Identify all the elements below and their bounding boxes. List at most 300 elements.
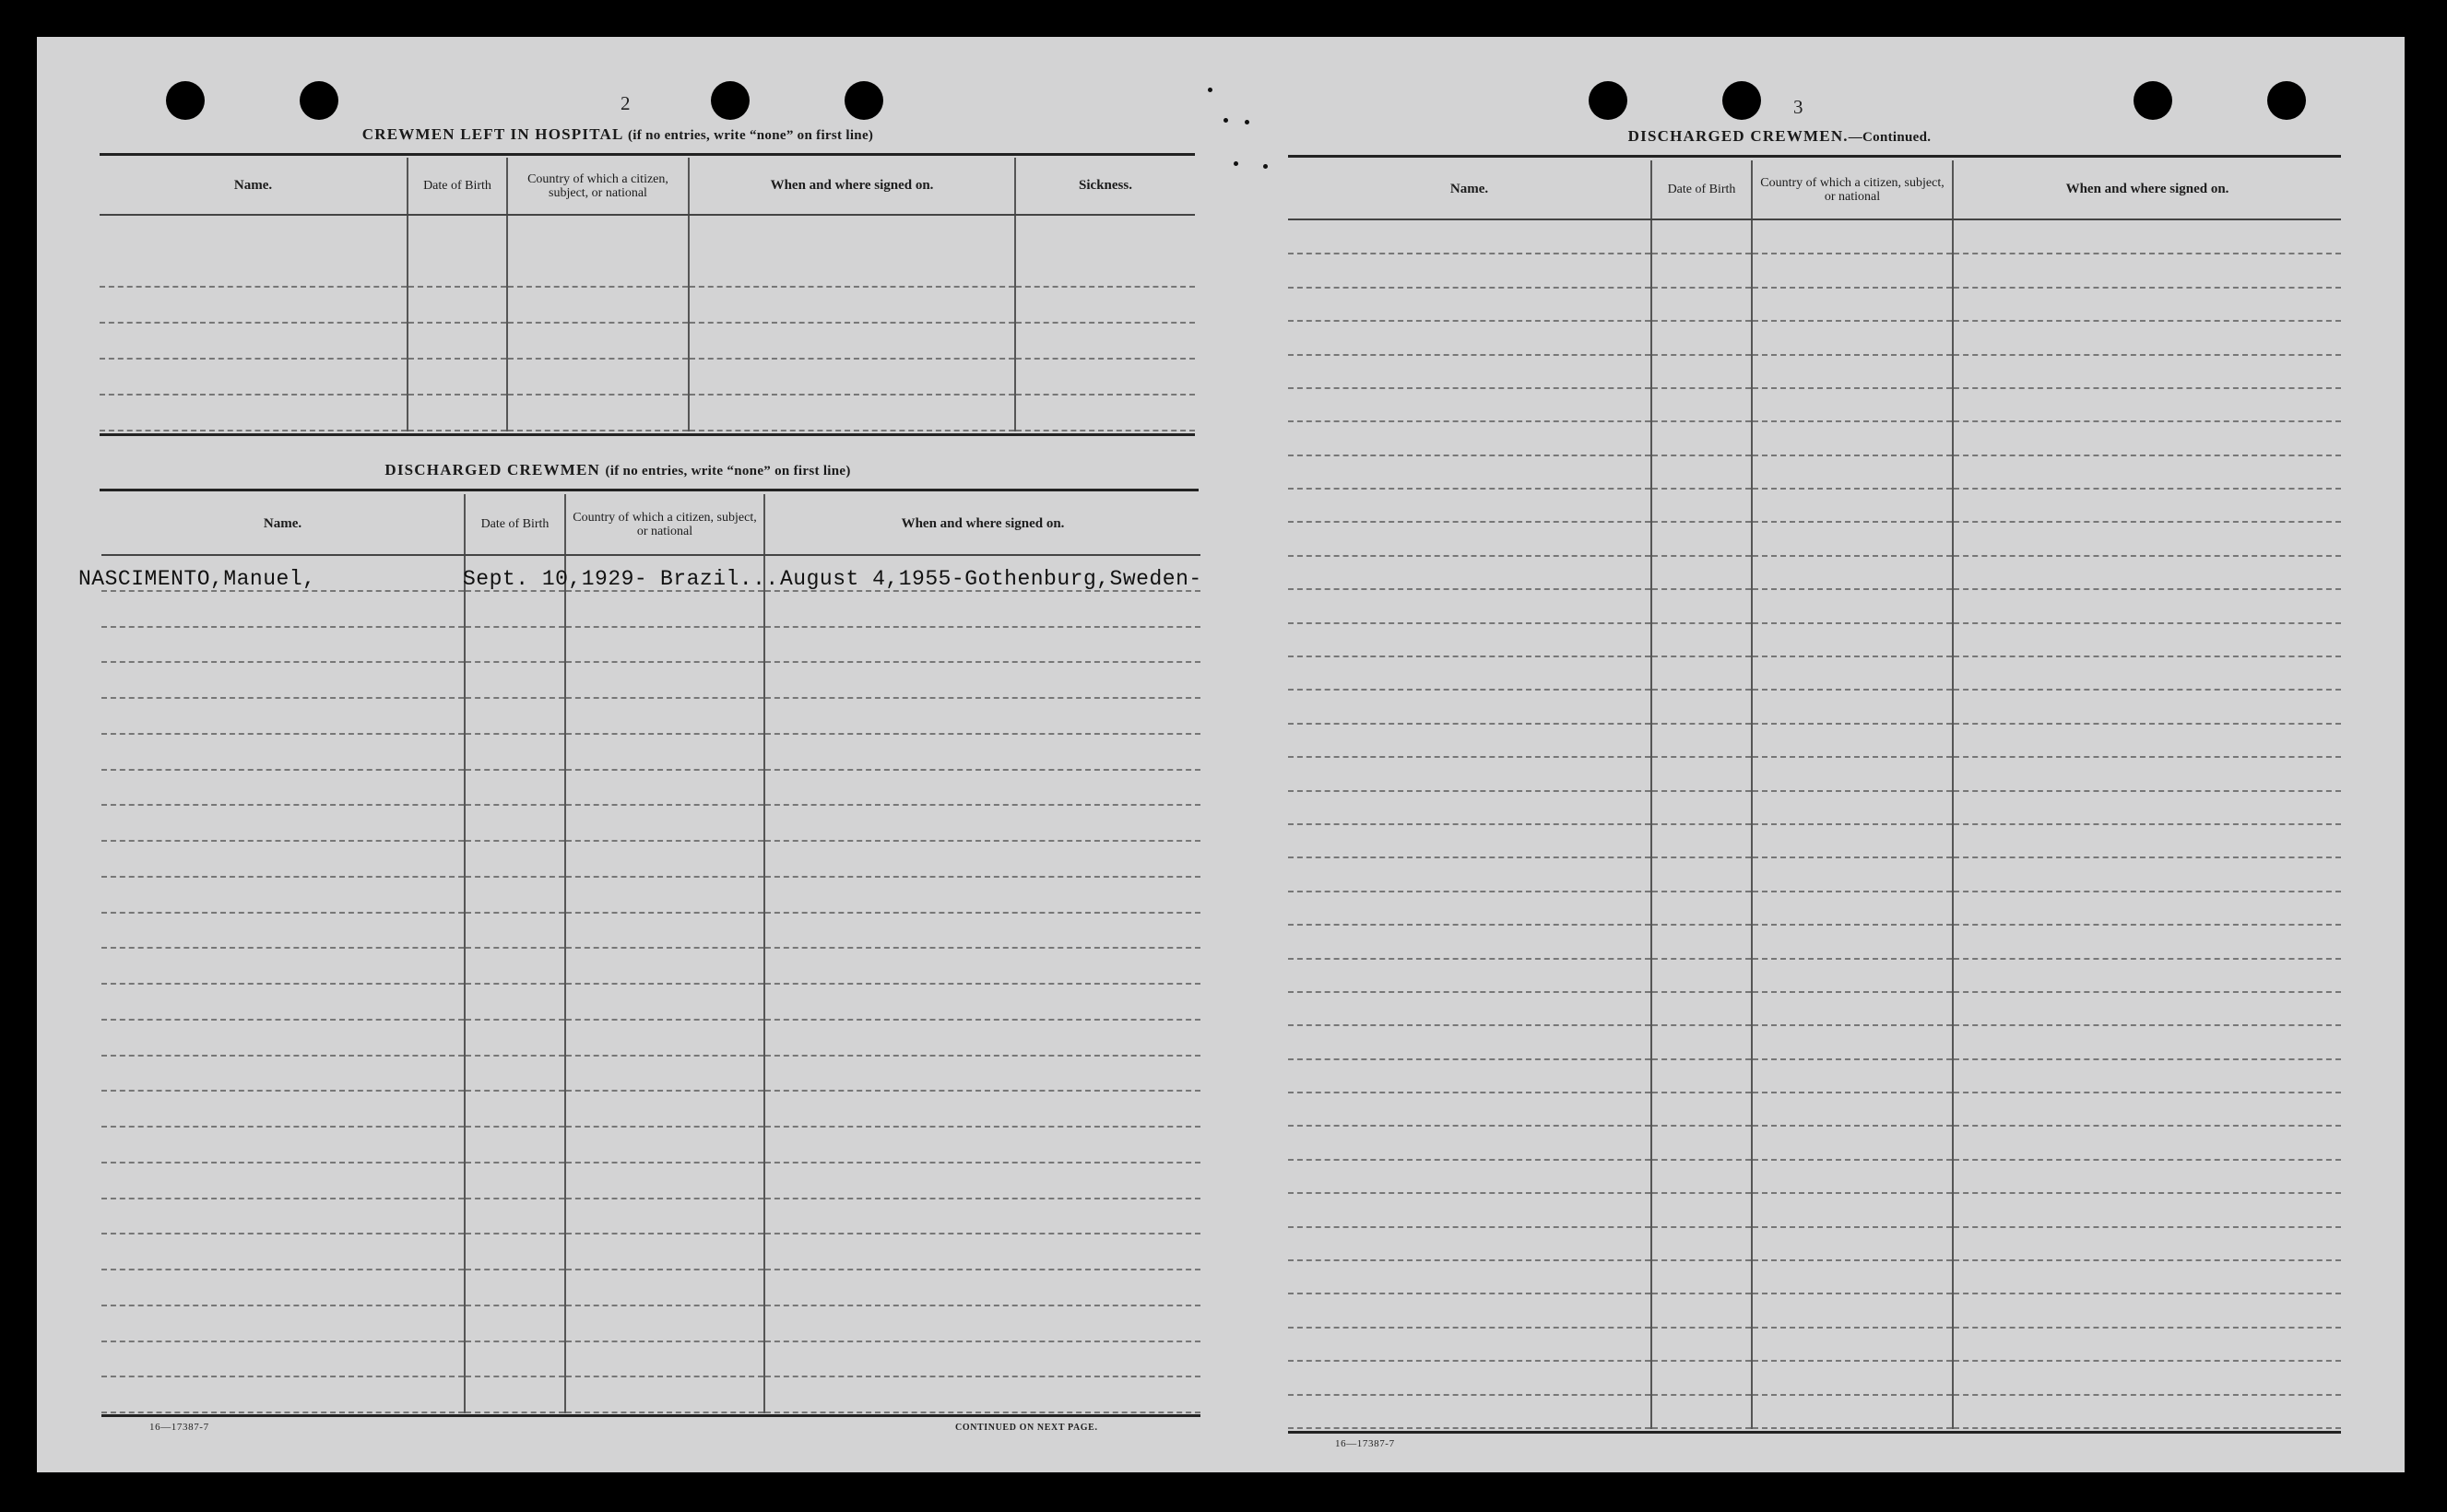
right-bottom-rule	[1288, 1431, 2341, 1434]
table-cell	[1953, 1260, 2341, 1293]
table-cell	[1953, 1395, 2341, 1428]
table-cell	[1752, 1227, 1953, 1260]
table-cell	[1752, 388, 1953, 421]
col-header-signed-on: When and where signed on.	[689, 158, 1015, 215]
table-cell	[1953, 992, 2341, 1025]
table-cell	[1953, 757, 2341, 790]
table-cell	[1288, 1059, 1651, 1093]
table-cell	[764, 770, 1200, 806]
table-cell	[1651, 355, 1752, 388]
punch-hole	[1589, 81, 1627, 120]
scan-speck	[1224, 118, 1228, 123]
table-cell	[1651, 321, 1752, 354]
col-header-name: Name.	[1288, 160, 1651, 219]
table-cell	[764, 662, 1200, 698]
table-cell	[565, 1127, 764, 1163]
table-cell	[764, 1091, 1200, 1127]
table-cell	[1752, 1059, 1953, 1093]
table-cell	[1953, 724, 2341, 757]
table-cell	[1288, 321, 1651, 354]
table-cell	[1288, 1328, 1651, 1361]
table-row	[1288, 1227, 2341, 1260]
table-cell	[1953, 321, 2341, 354]
table-cell	[1288, 925, 1651, 958]
table-cell	[1953, 589, 2341, 622]
table-cell	[1752, 1093, 1953, 1126]
table-row	[101, 805, 1200, 841]
table-cell	[1953, 1093, 2341, 1126]
table-cell	[1953, 288, 2341, 321]
entry-country: Brazil...	[660, 567, 779, 591]
table-cell	[1288, 556, 1651, 589]
table-cell	[101, 591, 465, 627]
hospital-table	[100, 158, 1195, 431]
table-cell	[1651, 1395, 1752, 1428]
table-cell	[1752, 522, 1953, 555]
table-row	[1288, 455, 2341, 489]
table-cell	[1953, 219, 2341, 254]
table-row	[1288, 1328, 2341, 1361]
table-cell	[1288, 1361, 1651, 1394]
col-header-signed-on: When and where signed on.	[1953, 160, 2341, 219]
table-cell	[1953, 556, 2341, 589]
table-cell	[1288, 1193, 1651, 1226]
table-cell	[1752, 288, 1953, 321]
table-cell	[565, 1270, 764, 1305]
table-cell	[1953, 623, 2341, 656]
table-cell	[1953, 522, 2341, 555]
table-row	[1288, 489, 2341, 522]
punch-hole	[2267, 81, 2306, 120]
table-row	[101, 1127, 1200, 1163]
table-row	[1288, 421, 2341, 455]
table-cell	[1651, 892, 1752, 925]
table-cell	[1752, 724, 1953, 757]
col-header-name: Name.	[101, 494, 465, 555]
table-row	[1288, 1193, 2341, 1226]
table-cell	[465, 1091, 565, 1127]
col-header-sickness: Sickness.	[1015, 158, 1195, 215]
table-cell	[1651, 857, 1752, 891]
table-cell	[1651, 421, 1752, 455]
table-row	[1288, 1126, 2341, 1159]
table-row	[101, 1305, 1200, 1341]
table-cell	[1288, 219, 1651, 254]
col-header-country: Country of which a citizen, subject, or national	[565, 494, 764, 555]
table-cell	[465, 984, 565, 1020]
table-cell	[1953, 857, 2341, 891]
table-cell	[1651, 1260, 1752, 1293]
table-cell	[465, 948, 565, 984]
table-cell	[1288, 724, 1651, 757]
table-cell	[101, 1234, 465, 1270]
discharged-table	[101, 494, 1200, 1413]
hospital-bottom-rule	[100, 433, 1195, 436]
table-cell	[1651, 556, 1752, 589]
table-cell	[1651, 959, 1752, 992]
table-cell	[101, 1376, 465, 1412]
table-cell	[1953, 791, 2341, 824]
table-cell	[1752, 1361, 1953, 1394]
table-cell	[465, 734, 565, 770]
table-row	[101, 948, 1200, 984]
table-cell	[465, 1270, 565, 1305]
discharged-note: (if no entries, write “none” on first line)	[605, 464, 851, 478]
table-row	[1288, 892, 2341, 925]
table-cell	[1288, 254, 1651, 287]
table-cell	[1651, 589, 1752, 622]
table-cell	[465, 1234, 565, 1270]
right-page	[1263, 37, 2405, 1472]
table-cell	[1288, 355, 1651, 388]
table-cell	[565, 984, 764, 1020]
table-cell	[1752, 1193, 1953, 1226]
table-cell	[465, 770, 565, 806]
table-cell	[1288, 1395, 1651, 1428]
table-cell	[1752, 1025, 1953, 1058]
table-cell	[565, 1091, 764, 1127]
table-row	[101, 913, 1200, 949]
table-cell	[101, 662, 465, 698]
scan-speck	[1208, 88, 1212, 92]
table-cell	[1752, 489, 1953, 522]
hospital-title: CREWMEN LEFT IN HOSPITAL	[361, 125, 623, 143]
table-row	[100, 395, 1195, 431]
table-cell	[1288, 288, 1651, 321]
table-cell	[1752, 992, 1953, 1025]
continued-suffix: —Continued.	[1848, 130, 1932, 145]
table-cell	[101, 1127, 465, 1163]
table-cell	[465, 1127, 565, 1163]
punch-hole	[1722, 81, 1761, 120]
table-cell	[1953, 1126, 2341, 1159]
table-row	[1288, 355, 2341, 388]
table-cell	[1651, 1126, 1752, 1159]
table-cell	[1752, 321, 1953, 354]
table-row	[1288, 1395, 2341, 1428]
table-row	[1288, 321, 2341, 354]
table-cell	[101, 627, 465, 663]
table-cell	[1752, 589, 1953, 622]
table-cell	[1651, 1093, 1752, 1126]
table-row	[101, 1199, 1200, 1234]
table-row	[101, 1091, 1200, 1127]
table-cell	[101, 1091, 465, 1127]
table-cell	[764, 627, 1200, 663]
left-page	[37, 37, 1235, 1472]
table-row	[101, 1234, 1200, 1270]
discharged-bottom-rule	[101, 1414, 1200, 1417]
table-cell	[764, 948, 1200, 984]
discharged-rows	[101, 555, 1200, 1412]
table-cell	[764, 877, 1200, 913]
table-cell	[465, 805, 565, 841]
table-cell	[101, 984, 465, 1020]
table-cell	[1288, 824, 1651, 857]
table-cell	[1752, 857, 1953, 891]
table-cell	[1752, 892, 1953, 925]
table-row	[101, 770, 1200, 806]
table-cell	[1288, 1093, 1651, 1126]
table-cell	[101, 1270, 465, 1305]
table-cell	[1953, 1293, 2341, 1327]
table-row	[100, 323, 1195, 359]
table-cell	[764, 841, 1200, 877]
table-row	[1288, 959, 2341, 992]
table-cell	[1651, 925, 1752, 958]
table-cell	[1953, 690, 2341, 723]
table-row	[101, 841, 1200, 877]
punch-hole	[711, 81, 750, 120]
table-row	[1288, 254, 2341, 287]
table-cell	[764, 1056, 1200, 1092]
table-cell	[101, 1020, 465, 1056]
table-row	[101, 591, 1200, 627]
table-cell	[1752, 1293, 1953, 1327]
table-cell	[1651, 455, 1752, 489]
table-cell	[1651, 1361, 1752, 1394]
table-cell	[565, 1305, 764, 1341]
table-row	[1288, 589, 2341, 622]
table-cell	[1752, 421, 1953, 455]
table-cell	[465, 877, 565, 913]
hospital-top-rule	[100, 153, 1195, 156]
table-cell	[101, 841, 465, 877]
table-cell	[1288, 388, 1651, 421]
table-cell	[565, 805, 764, 841]
table-cell	[1953, 1361, 2341, 1394]
col-header-signed-on: When and where signed on.	[764, 494, 1200, 555]
table-cell	[465, 662, 565, 698]
table-cell	[1288, 522, 1651, 555]
table-row	[1288, 824, 2341, 857]
table-cell	[1752, 791, 1953, 824]
page-number: 2	[621, 92, 631, 114]
table-cell	[764, 1341, 1200, 1377]
table-cell	[1288, 690, 1651, 723]
table-cell	[1752, 757, 1953, 790]
table-cell	[465, 1163, 565, 1199]
table-cell	[1953, 1025, 2341, 1058]
table-row	[101, 984, 1200, 1020]
table-cell	[764, 1376, 1200, 1412]
table-cell	[101, 1163, 465, 1199]
table-row	[1288, 857, 2341, 891]
table-row	[101, 1020, 1200, 1056]
hospital-note: (if no entries, write “none” on first line)	[628, 128, 874, 143]
table-cell	[565, 1056, 764, 1092]
table-cell	[1752, 219, 1953, 254]
table-row	[101, 1270, 1200, 1305]
table-cell	[565, 913, 764, 949]
table-cell	[1651, 254, 1752, 287]
table-row	[1288, 388, 2341, 421]
table-row	[1288, 1293, 2341, 1327]
table-row	[100, 215, 1195, 287]
table-cell	[1953, 1328, 2341, 1361]
table-cell	[764, 1163, 1200, 1199]
table-cell	[565, 877, 764, 913]
table-cell	[1651, 489, 1752, 522]
table-cell	[1651, 1227, 1752, 1260]
table-cell	[1651, 656, 1752, 690]
table-row	[1288, 288, 2341, 321]
table-cell	[565, 627, 764, 663]
table-cell	[465, 1056, 565, 1092]
entry-dob: Sept. 10,1929-	[463, 567, 648, 591]
table-cell	[1953, 421, 2341, 455]
table-cell	[1953, 892, 2341, 925]
table-cell	[1651, 623, 1752, 656]
table-cell	[1651, 824, 1752, 857]
col-header-dob: Date of Birth	[1651, 160, 1752, 219]
table-row	[1288, 623, 2341, 656]
scan-speck	[1245, 120, 1249, 124]
table-row	[101, 1056, 1200, 1092]
table-cell	[565, 1163, 764, 1199]
table-row	[1288, 1361, 2341, 1394]
table-cell	[465, 627, 565, 663]
table-row	[101, 662, 1200, 698]
discharged-continued-title	[1503, 127, 2056, 146]
col-header-name: Name.	[100, 158, 408, 215]
table-cell	[1953, 254, 2341, 287]
table-cell	[101, 805, 465, 841]
table-cell	[1752, 824, 1953, 857]
table-cell	[1288, 1227, 1651, 1260]
table-cell	[1953, 388, 2341, 421]
table-cell	[1752, 1395, 1953, 1428]
table-cell	[465, 913, 565, 949]
continued-note: CONTINUED ON NEXT PAGE.	[955, 1423, 1098, 1433]
table-row	[1288, 556, 2341, 589]
table-row	[1288, 1260, 2341, 1293]
table-cell	[1651, 724, 1752, 757]
punch-hole	[2134, 81, 2172, 120]
table-cell	[465, 1341, 565, 1377]
table-cell	[1651, 690, 1752, 723]
table-cell	[465, 1020, 565, 1056]
table-cell	[1651, 1025, 1752, 1058]
discharged-top-rule	[100, 489, 1199, 491]
discharged-continued-label: DISCHARGED CREWMEN.	[1627, 127, 1849, 145]
table-cell	[1752, 556, 1953, 589]
right-top-rule	[1288, 155, 2341, 158]
table-cell	[465, 1305, 565, 1341]
table-cell	[1953, 656, 2341, 690]
table-row	[1288, 791, 2341, 824]
table-cell	[565, 841, 764, 877]
table-cell	[1651, 1293, 1752, 1327]
table-cell	[764, 984, 1200, 1020]
table-row	[1288, 656, 2341, 690]
table-cell	[1288, 1260, 1651, 1293]
table-cell	[565, 1376, 764, 1412]
table-cell	[1752, 623, 1953, 656]
table-cell	[1288, 857, 1651, 891]
table-cell	[1651, 992, 1752, 1025]
table-cell	[764, 1234, 1200, 1270]
table-cell	[565, 1020, 764, 1056]
table-cell	[1953, 1227, 2341, 1260]
table-row	[101, 1163, 1200, 1199]
table-cell	[1651, 757, 1752, 790]
table-cell	[1288, 455, 1651, 489]
table-cell	[1288, 1160, 1651, 1193]
table-row	[100, 287, 1195, 323]
table-cell	[565, 948, 764, 984]
table-cell	[764, 1020, 1200, 1056]
table-cell	[1752, 455, 1953, 489]
table-cell	[1288, 757, 1651, 790]
table-cell	[1752, 1328, 1953, 1361]
punch-hole	[166, 81, 205, 120]
col-header-country: Country of which a citizen, subject, or national	[507, 158, 689, 215]
table-cell	[1752, 355, 1953, 388]
table-cell	[1752, 959, 1953, 992]
table-cell	[764, 591, 1200, 627]
table-cell	[1953, 455, 2341, 489]
discharged-continued-rows	[1288, 219, 2341, 1428]
table-cell	[1651, 388, 1752, 421]
table-cell	[101, 1199, 465, 1234]
table-cell	[1953, 824, 2341, 857]
table-cell	[1651, 1193, 1752, 1226]
table-cell	[764, 805, 1200, 841]
table-row	[1288, 757, 2341, 790]
table-cell	[101, 770, 465, 806]
table-cell	[1288, 589, 1651, 622]
table-cell	[565, 1341, 764, 1377]
punch-hole	[845, 81, 883, 120]
table-row	[101, 1376, 1200, 1412]
table-cell	[101, 877, 465, 913]
table-cell	[565, 1234, 764, 1270]
table-row	[1288, 1025, 2341, 1058]
table-cell	[465, 1199, 565, 1234]
table-cell	[465, 1376, 565, 1412]
entry-signed-on: August 4,1955-Gothenburg,Sweden-	[780, 567, 1202, 591]
table-cell	[1752, 254, 1953, 287]
table-cell	[1752, 925, 1953, 958]
table-cell	[1953, 1193, 2341, 1226]
table-cell	[1288, 656, 1651, 690]
table-cell	[1651, 522, 1752, 555]
table-cell	[101, 913, 465, 949]
hospital-section-title	[101, 125, 1134, 144]
table-cell	[565, 591, 764, 627]
document-scan	[37, 37, 2405, 1472]
table-row	[101, 877, 1200, 913]
table-row	[1288, 1093, 2341, 1126]
table-cell	[1288, 1025, 1651, 1058]
table-cell	[764, 1127, 1200, 1163]
table-cell	[1953, 925, 2341, 958]
table-row	[1288, 724, 2341, 757]
table-cell	[1953, 1160, 2341, 1193]
col-header-country: Country of which a citizen, subject, or national	[1752, 160, 1953, 219]
discharged-section-title	[101, 461, 1134, 479]
table-cell	[1288, 1126, 1651, 1159]
form-code: 16—17387-7	[1335, 1438, 1395, 1449]
table-cell	[465, 841, 565, 877]
table-cell	[1288, 992, 1651, 1025]
table-cell	[764, 698, 1200, 734]
table-cell	[1651, 219, 1752, 254]
table-cell	[764, 913, 1200, 949]
table-row	[1288, 1160, 2341, 1193]
table-cell	[1651, 1160, 1752, 1193]
